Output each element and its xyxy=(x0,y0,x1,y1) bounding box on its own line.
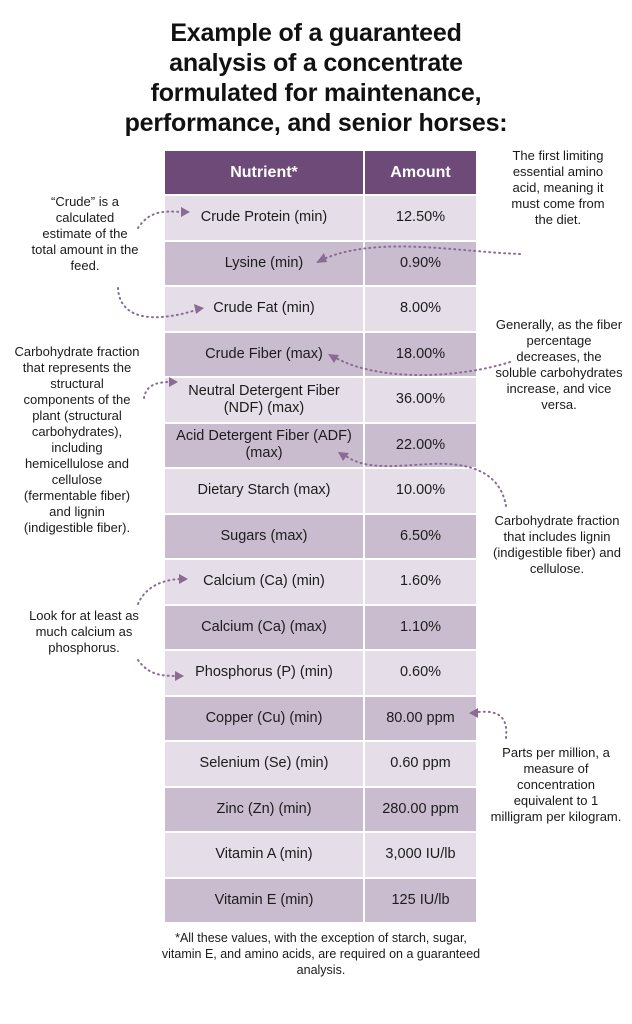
table-row xyxy=(165,333,476,379)
amount-cell: 10.00% xyxy=(365,469,476,513)
amount-cell: 125 IU/lb xyxy=(365,879,476,923)
nutrient-cell: Calcium (Ca) (max) xyxy=(165,606,365,650)
amount-cell: 12.50% xyxy=(365,196,476,240)
nutrient-table xyxy=(165,151,476,924)
amount-cell: 0.60% xyxy=(365,651,476,695)
nutrient-cell: Vitamin E (min) xyxy=(165,879,365,923)
table-row xyxy=(165,742,476,788)
nutrient-cell: Crude Protein (min) xyxy=(165,196,365,240)
note-fiber: Generally, as the fiber percentage decreases, the soluble carbohydrates increase, and vice versa. xyxy=(495,317,623,412)
note-lysine: The first limiting essential amino acid, meaning it must come from the diet. xyxy=(511,148,605,227)
amount-cell: 1.10% xyxy=(365,606,476,650)
note-calcium: Look for at least as much calcium as phosphorus. xyxy=(29,608,139,655)
table-row xyxy=(165,287,476,333)
table-row xyxy=(165,242,476,288)
footnote: *All these values, with the exception of starch, sugar, vitamin E, and amino acids, are required on a guaranteed analysis. xyxy=(161,931,481,977)
table-row xyxy=(165,879,476,925)
nutrient-cell: Acid Detergent Fiber (ADF) (max) xyxy=(165,424,365,468)
amount-cell: 18.00% xyxy=(365,333,476,377)
title-line: analysis of a concentrate xyxy=(169,49,463,77)
amount-cell: 0.60 ppm xyxy=(365,742,476,786)
note-ppm: Parts per million, a measure of concentration equivalent to 1 milligram per kilogram. xyxy=(490,745,622,824)
table-row xyxy=(165,469,476,515)
amount-cell: 0.90% xyxy=(365,242,476,286)
amount-cell: 36.00% xyxy=(365,378,476,422)
nutrient-cell: Lysine (min) xyxy=(165,242,365,286)
nutrient-cell: Crude Fiber (max) xyxy=(165,333,365,377)
nutrient-cell: Copper (Cu) (min) xyxy=(165,697,365,741)
note-adf: Carbohydrate fraction that includes lignin (indigestible fiber) and cellulose. xyxy=(493,513,621,576)
title-line: Example of a guaranteed xyxy=(170,19,462,47)
nutrient-cell: Selenium (Se) (min) xyxy=(165,742,365,786)
amount-cell: 1.60% xyxy=(365,560,476,604)
table-row xyxy=(165,833,476,879)
nutrient-cell: Crude Fat (min) xyxy=(165,287,365,331)
amount-cell: 22.00% xyxy=(365,424,476,468)
amount-cell: 80.00 ppm xyxy=(365,697,476,741)
table-row xyxy=(165,697,476,743)
table-row xyxy=(165,424,476,470)
table-row xyxy=(165,606,476,652)
nutrient-cell: Vitamin A (min) xyxy=(165,833,365,877)
table-row xyxy=(165,515,476,561)
title-line: formulated for maintenance, xyxy=(150,79,482,107)
nutrient-cell: Phosphorus (P) (min) xyxy=(165,651,365,695)
nutrient-cell: Neutral Detergent Fiber (NDF) (max) xyxy=(165,378,365,422)
nutrient-cell: Zinc (Zn) (min) xyxy=(165,788,365,832)
amount-cell: 280.00 ppm xyxy=(365,788,476,832)
table-header-row xyxy=(165,151,476,196)
amount-cell: 6.50% xyxy=(365,515,476,559)
table-row xyxy=(165,378,476,424)
table-row xyxy=(165,788,476,834)
page-title xyxy=(0,18,632,138)
note-crude: “Crude” is a calculated estimate of the total amount in the feed. xyxy=(31,194,139,273)
note-carbohydrate-fraction: Carbohydrate fraction that represents the structural components of the plant (structural carbohydrates), including hemicellulose and cellulose (fermentable fiber) and lignin (indigestible fiber). xyxy=(14,344,140,535)
amount-cell: 8.00% xyxy=(365,287,476,331)
nutrient-cell: Sugars (max) xyxy=(165,515,365,559)
table-row xyxy=(165,651,476,697)
table-row xyxy=(165,560,476,606)
table-row xyxy=(165,196,476,242)
header-amount: Amount xyxy=(365,151,476,194)
amount-cell: 3,000 IU/lb xyxy=(365,833,476,877)
nutrient-cell: Dietary Starch (max) xyxy=(165,469,365,513)
title-line: performance, and senior horses: xyxy=(124,109,508,137)
nutrient-cell: Calcium (Ca) (min) xyxy=(165,560,365,604)
header-nutrient: Nutrient* xyxy=(165,151,365,194)
